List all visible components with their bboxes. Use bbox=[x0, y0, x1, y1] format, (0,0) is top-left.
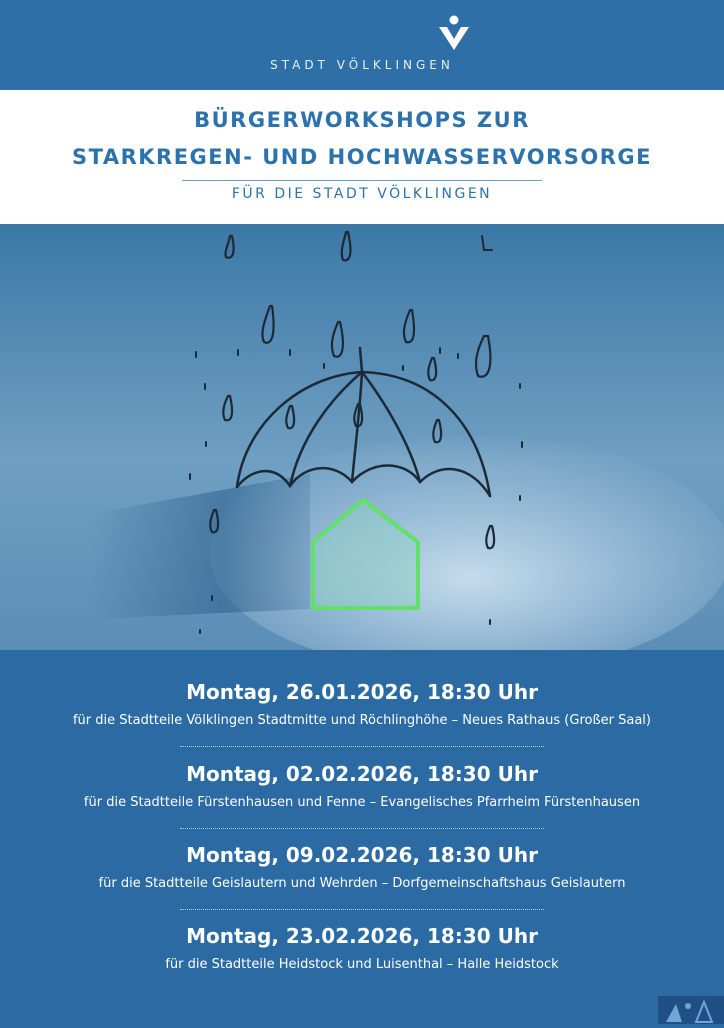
title-banner bbox=[0, 90, 724, 224]
umbrella-rain-house-illustration bbox=[0, 224, 724, 650]
event-date: Montag, 09.02.2026, 18:30 Uhr bbox=[186, 843, 538, 867]
title-line-1: BÜRGERWORKSHOPS ZUR bbox=[194, 108, 530, 132]
title-line-2: STARKREGEN- UND HOCHWASSERVORSORGE bbox=[72, 145, 652, 169]
event-item bbox=[0, 680, 724, 728]
event-description: für die Stadtteile Völklingen Stadtmitte und Röchlinghöhe – Neues Rathaus (Großer Saal) bbox=[72, 713, 651, 728]
dotted-divider bbox=[180, 828, 544, 829]
header bbox=[0, 0, 724, 90]
subtitle: FÜR DIE STADT VÖLKLINGEN bbox=[231, 186, 493, 202]
event-date: Montag, 23.02.2026, 18:30 Uhr bbox=[186, 924, 538, 948]
event-description: für die Stadtteile Geislautern und Wehrden – Dorfgemeinschaftshaus Geislautern bbox=[98, 876, 626, 891]
event-description: für die Stadtteile Heidstock und Luisenthal – Halle Heidstock bbox=[165, 957, 559, 972]
event-date: Montag, 02.02.2026, 18:30 Uhr bbox=[186, 762, 538, 786]
event-item bbox=[0, 762, 724, 810]
dotted-divider bbox=[180, 746, 544, 747]
event-date: Montag, 26.01.2026, 18:30 Uhr bbox=[186, 680, 538, 704]
event-item bbox=[0, 924, 724, 972]
event-item bbox=[0, 843, 724, 891]
city-logo-icon bbox=[437, 14, 471, 54]
title-divider bbox=[182, 180, 542, 181]
event-description: für die Stadtteile Fürstenhausen und Fenne – Evangelisches Pfarrheim Fürstenhausen bbox=[83, 795, 641, 810]
dotted-divider bbox=[180, 909, 544, 910]
city-name: STADT VÖLKLINGEN bbox=[270, 58, 454, 72]
corner-logo-icon bbox=[658, 996, 724, 1024]
event-list bbox=[0, 650, 724, 1024]
